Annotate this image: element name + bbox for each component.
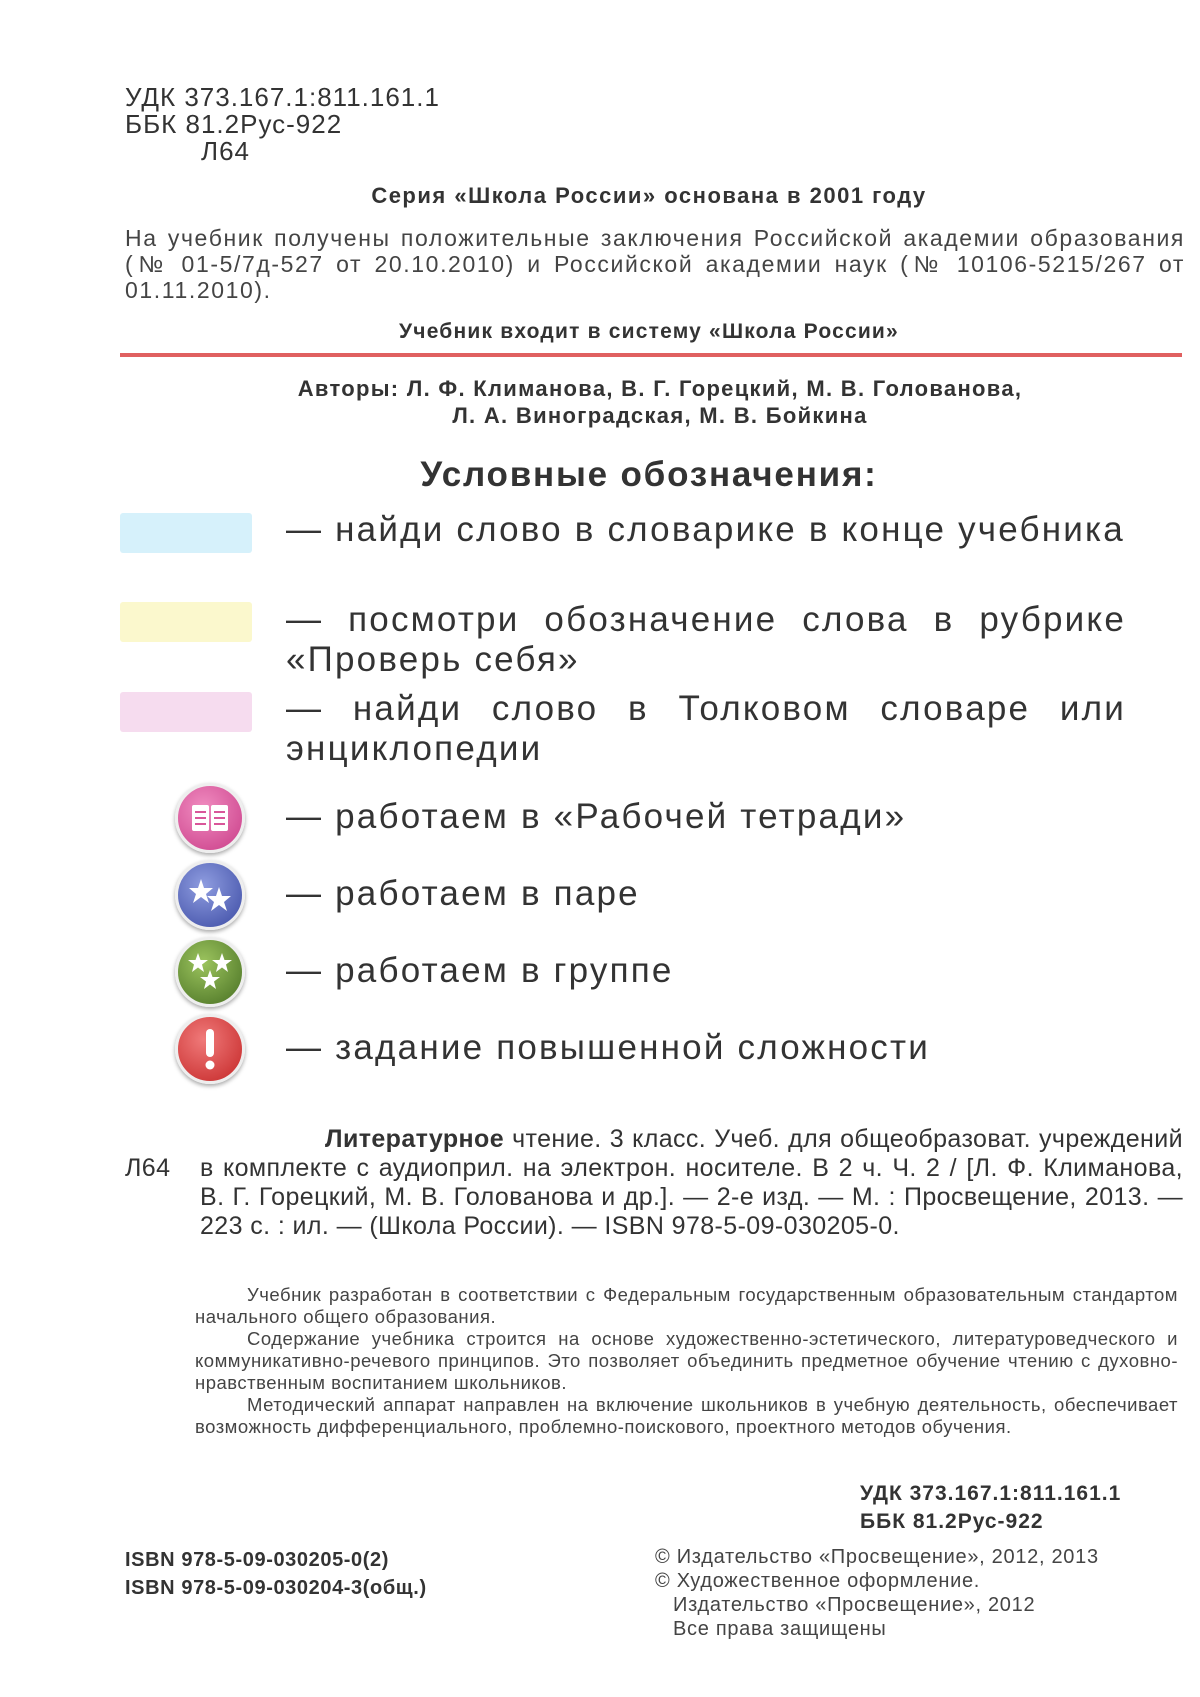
yellow-swatch: [120, 602, 252, 642]
udk-code-bottom: УДК 373.167.1:811.161.1: [860, 1482, 1122, 1505]
system-line: Учебник входит в систему «Школа России»: [399, 320, 899, 343]
legend-title: Условные обозначения:: [420, 455, 878, 494]
copyright-block: [655, 1545, 1099, 1641]
copyright-line: © Издательство «Просвещение», 2012, 2013: [655, 1546, 1099, 1568]
three-stars-icon: [175, 937, 245, 1007]
divider-line: [120, 353, 1182, 357]
isbn-part: ISBN 978-5-09-030205-0(2): [125, 1549, 390, 1571]
isbn-block: [125, 1546, 427, 1602]
udk-code: УДК 373.167.1:811.161.1: [125, 82, 440, 112]
blue-swatch: [120, 513, 252, 553]
annotation: [195, 1284, 1178, 1438]
legend-item-check-yourself: — посмотри обозначение слова в рубрике «Проверь себя»: [286, 600, 1126, 679]
udk-block-bottom: [860, 1480, 1121, 1536]
catalog-code: Л64: [125, 1154, 171, 1182]
copyright-line: © Художественное оформление.: [655, 1570, 981, 1592]
pink-swatch: [120, 692, 252, 732]
isbn-total: ISBN 978-5-09-030204-3(общ.): [125, 1577, 427, 1599]
annotation-paragraph: Содержание учебника строится на основе художественно-эстетического, литературоведческого и коммуникативно-речевого принципов. Это позволяет объединить предметное обучение чтению с духовно-нравственным воспитанием школьников.: [195, 1328, 1178, 1393]
authors-line-1: Авторы: Л. Ф. Климанова, В. Г. Горецкий, М. В. Голованова,: [297, 376, 1023, 401]
author-sign: Л64: [201, 136, 250, 166]
legend-item-workbook: — работаем в «Рабочей тетради»: [286, 797, 907, 836]
series-line: Серия «Школа России» основана в 2001 году: [371, 183, 927, 208]
catalog-title: Литературное: [325, 1125, 505, 1153]
two-stars-icon: [175, 860, 245, 930]
catalog-text: [200, 1125, 1183, 1241]
catalog-description: чтение. 3 класс. Учеб. для общеобразоват. учреждений в комплекте с аудиоприл. на электрон. носителе. В 2 ч. Ч. 2 / [Л. Ф. Климанова, В. Г. Горецкий, М. В. Голованова и др.]. — 2-е изд. — М. : Просвещение, 2013. — 223 с. : ил. — (Школа России). — ISBN 978-5-09-030205-0.: [200, 1125, 1183, 1240]
legend-item-advanced-task: — задание повышенной сложности: [286, 1028, 930, 1067]
annotation-paragraph: Методический аппарат направлен на включение школьников в учебную деятельность, обеспечивает возможность дифференциального, проблемно-поискового, проектного методов обучения.: [195, 1394, 1178, 1437]
exclamation-icon: [175, 1014, 245, 1084]
authors: [160, 375, 1160, 429]
approval-text: На учебник получены положительные заключения Российской академии образования (№ 01-5/7д-527 от 20.10.2010) и Российской академии наук (№ 10106-5215/267 от 01.11.2010).: [125, 225, 1185, 303]
legend-item-group-work: — работаем в группе: [286, 951, 674, 990]
book-icon: [175, 783, 245, 853]
authors-line-2: Л. А. Виноградская, М. В. Бойкина: [452, 403, 868, 428]
udk-block-top: [125, 84, 440, 165]
annotation-paragraph: Учебник разработан в соответствии с Федеральным государственным образовательным стандартом начального общего образования.: [195, 1284, 1178, 1327]
legend-item-pair-work: — работаем в паре: [286, 874, 640, 913]
catalog-card: [125, 1125, 1183, 1241]
bbk-code: ББК 81.2Рус-922: [125, 109, 343, 139]
legend-item-dictionary: — найди слово в словарике в конце учебника: [286, 510, 1125, 549]
legend-item-encyclopedia: — найди слово в Толковом словаре или энциклопедии: [286, 689, 1126, 768]
bbk-code-bottom: ББК 81.2Рус-922: [860, 1510, 1044, 1533]
copyright-line: Издательство «Просвещение», 2012: [673, 1594, 1036, 1616]
copyright-line: Все права защищены: [673, 1618, 887, 1640]
